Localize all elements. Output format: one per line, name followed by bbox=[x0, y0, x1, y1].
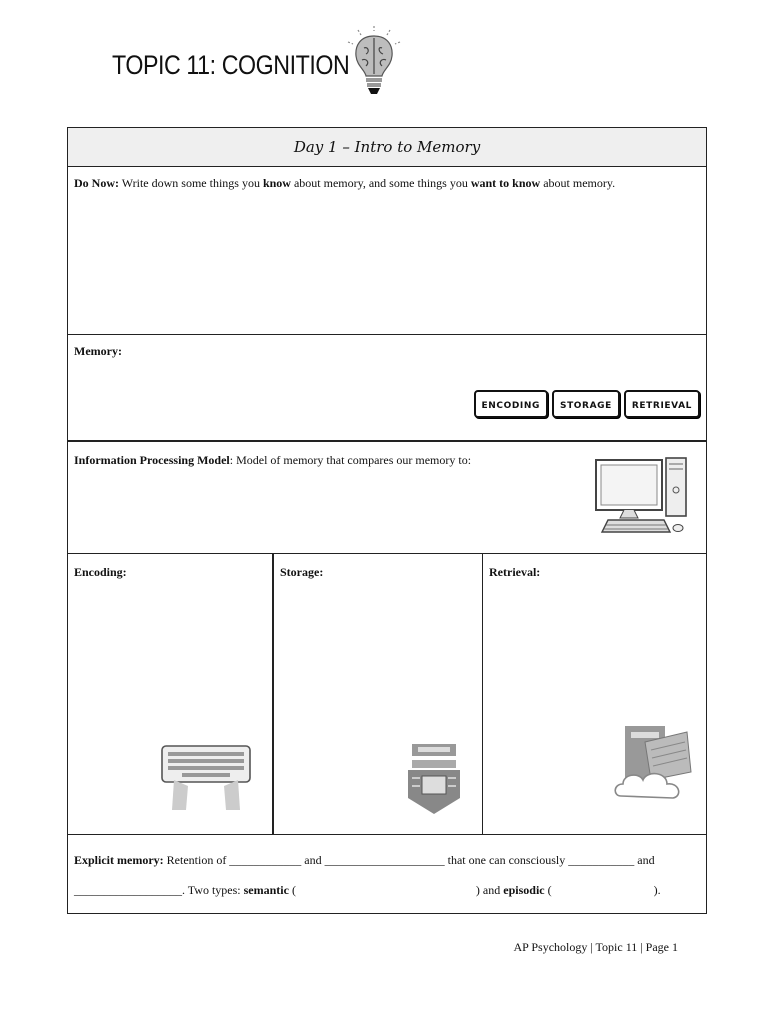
page-title: TOPIC 11: COGNITION bbox=[112, 50, 350, 80]
storage-column bbox=[274, 554, 483, 834]
tag-encoding: ENCODING bbox=[474, 390, 548, 418]
storage-label: Storage: bbox=[280, 565, 324, 579]
memory-stages bbox=[474, 390, 701, 418]
day-title: Day 1 – Intro to Memory bbox=[293, 138, 481, 156]
tag-retrieval: RETRIEVAL bbox=[624, 390, 700, 418]
ipm-label: Information Processing Model bbox=[74, 453, 230, 467]
desktop-computer-icon bbox=[590, 452, 702, 540]
do-now-prompt: Do Now: Write down some things you know about memory, and some things you want to know about memory. bbox=[74, 176, 616, 190]
explicit-memory-section bbox=[68, 835, 706, 913]
explicit-line-1: Explicit memory: Retention of ____________ and ____________________ that one can consciously ___________ and bbox=[74, 853, 655, 867]
information-processing-section bbox=[68, 442, 706, 554]
ipm-text: Information Processing Model: Model of memory that compares our memory to: bbox=[74, 453, 472, 467]
memory-label: Memory: bbox=[74, 344, 122, 358]
do-now-section bbox=[68, 167, 706, 335]
retrieval-column bbox=[483, 554, 706, 834]
tag-storage: STORAGE bbox=[552, 390, 620, 418]
memory-section bbox=[68, 335, 706, 442]
explicit-line-2: __________________. Two types: semantic ( ) and episodic ( ). bbox=[74, 883, 661, 897]
do-now-label: Do Now: bbox=[74, 176, 119, 190]
page-footer: AP Psychology | Topic 11 | Page 1 bbox=[513, 940, 678, 954]
worksheet bbox=[67, 127, 707, 914]
encoding-label: Encoding: bbox=[74, 565, 127, 579]
encoding-column bbox=[68, 554, 274, 834]
storage-chip-icon bbox=[404, 742, 464, 816]
day-header bbox=[68, 128, 706, 167]
explicit-label: Explicit memory: bbox=[74, 853, 164, 867]
encoding-storage-retrieval-section bbox=[68, 554, 706, 835]
cloud-files-icon bbox=[611, 724, 695, 810]
keyboard-typing-icon bbox=[158, 740, 254, 818]
retrieval-label: Retrieval: bbox=[489, 565, 541, 579]
lightbulb-brain-icon bbox=[346, 26, 402, 98]
